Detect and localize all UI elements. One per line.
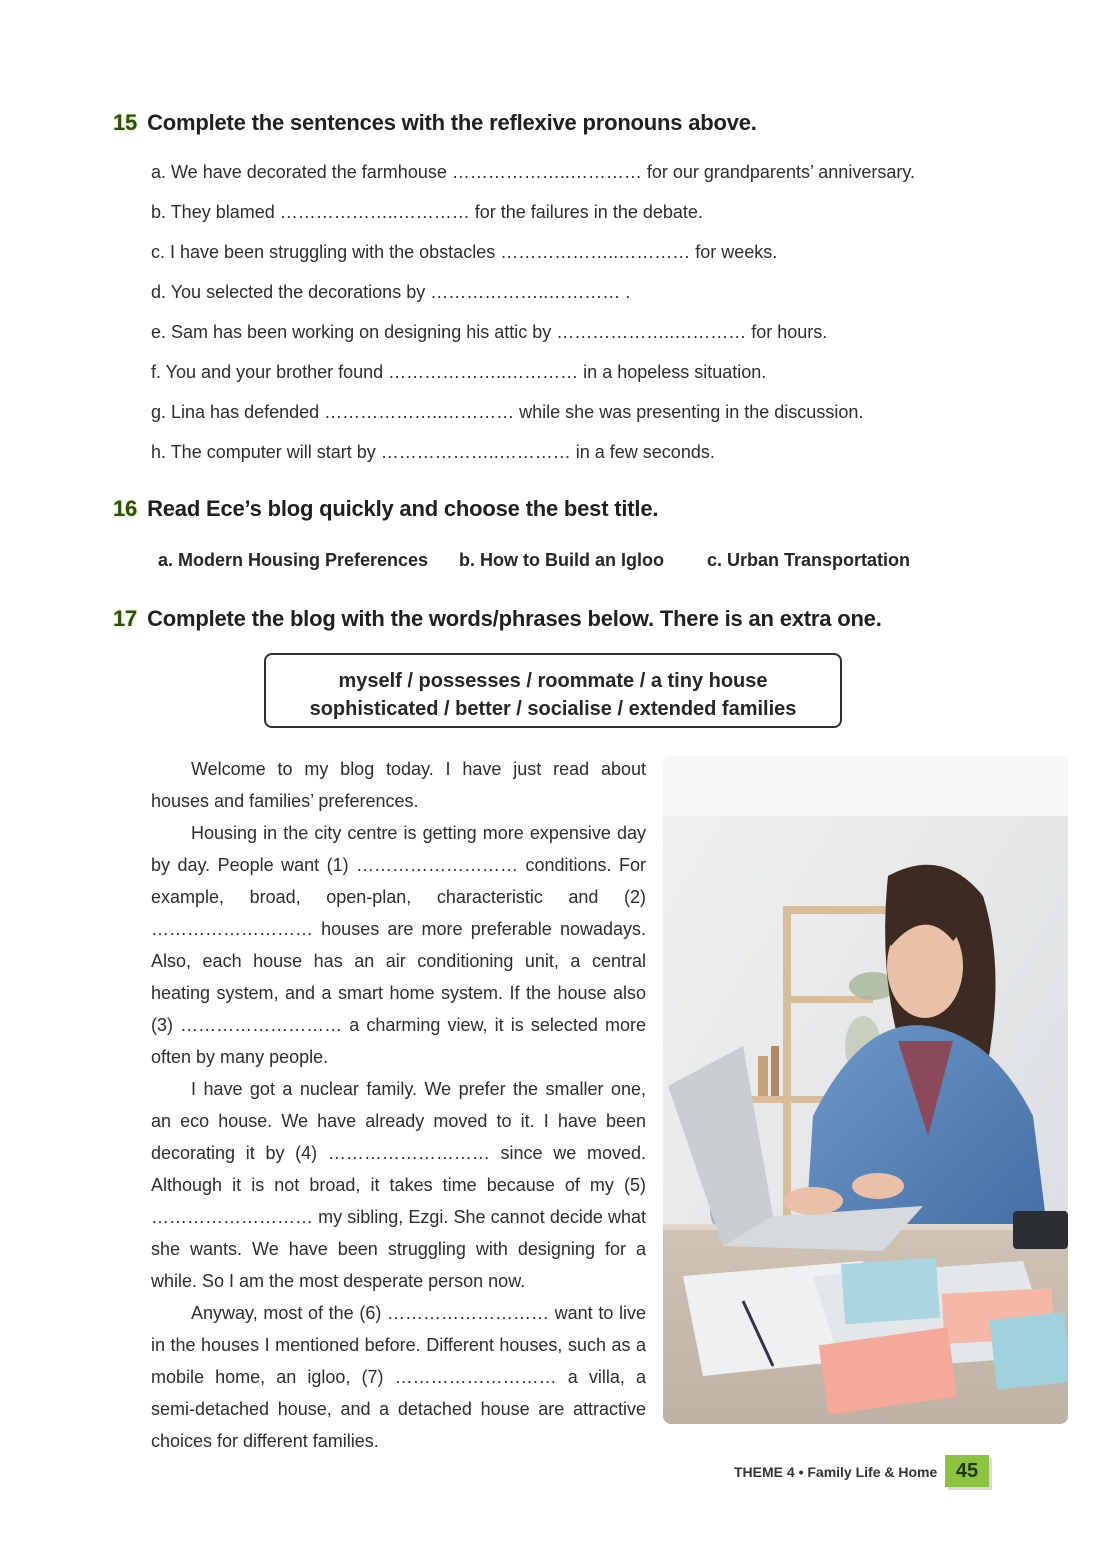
exercise-number: 17 [113,606,138,631]
choice-a: a. Modern Housing Preferences [158,550,429,570]
sentence-e: e. Sam has been working on designing his attic by ………………..………… for hours. [151,322,828,342]
sentence-h: h. The computer will start by ………………..………… in a few seconds. [151,442,715,462]
blog-paragraph: Welcome to my blog today. I have just read about houses and families’ preferences. [151,759,646,811]
exercise-17-heading [113,606,882,632]
choice-b: b. How to Build an Igloo [459,550,664,570]
exercise-instruction: Complete the blog with the words/phrases below. There is an extra one. [147,606,882,631]
sentence-f: f. You and your brother found ………………..………… in a hopeless situation. [151,362,767,382]
sentence-c: c. I have been struggling with the obstacles ………………..………… for weeks. [151,242,778,262]
exercise-number: 15 [113,110,138,135]
footer-theme: THEME 4 • Family Life & Home [734,1464,938,1480]
sentence-d: d. You selected the decorations by ………………..………… . [151,282,631,302]
exercise-15-heading [113,110,757,136]
exercise-instruction: Read Ece’s blog quickly and choose the best title. [147,496,659,521]
word-box [264,653,842,728]
sentence-a: a. We have decorated the farmhouse ………………..………… for our grandparents’ anniversary. [151,162,915,182]
choice-c: c. Urban Transportation [707,550,911,570]
blog-paragraph: I have got a nuclear family. We prefer the smaller one, an eco house. We have already moved to it. I have been decorating it by (4) ……………………… since we moved. Although it is not broad, it takes time because of my (5) ……………………… my sibling, Ezgi. She cannot decide what she wants. We have been struggling with designing for a while. So I am the most desperate person now. [151,1079,646,1291]
sentence-g: g. Lina has defended ………………..………… while she was presenting in the discussion. [151,402,864,422]
word-box-line-2: sophisticated / better / socialise / extended families [309,698,797,720]
exercise-number: 16 [113,496,138,521]
word-box-line-1: myself / possesses / roommate / a tiny house [338,670,768,692]
exercise-16-heading [113,496,658,522]
girl-with-laptop-photo [663,756,1068,1424]
sentence-b: b. They blamed ………………..………… for the failures in the debate. [151,202,703,222]
exercise-instruction: Complete the sentences with the reflexive pronouns above. [147,110,757,135]
blog-paragraph: Anyway, most of the (6) ……………………… want to live in the houses I mentioned before. Different houses, such as a mobile home, an igloo, (7) ……………………… a villa, a semi-detached house, and a detached house are attractive choices for different families. [151,1303,646,1451]
blog-text [151,753,646,1457]
blog-paragraph: Housing in the city centre is getting more expensive day by day. People want (1) ……………………… conditions. For example, broad, open-plan, characteristic and (2) ……………………… houses are more preferable nowadays. Also, each house has an air conditioning unit, a central heating system, and a smart home system. If the house also (3) ……………………… a charming view, it is selected more often by many people. [151,823,646,1067]
page-number: 45 [945,1455,989,1487]
